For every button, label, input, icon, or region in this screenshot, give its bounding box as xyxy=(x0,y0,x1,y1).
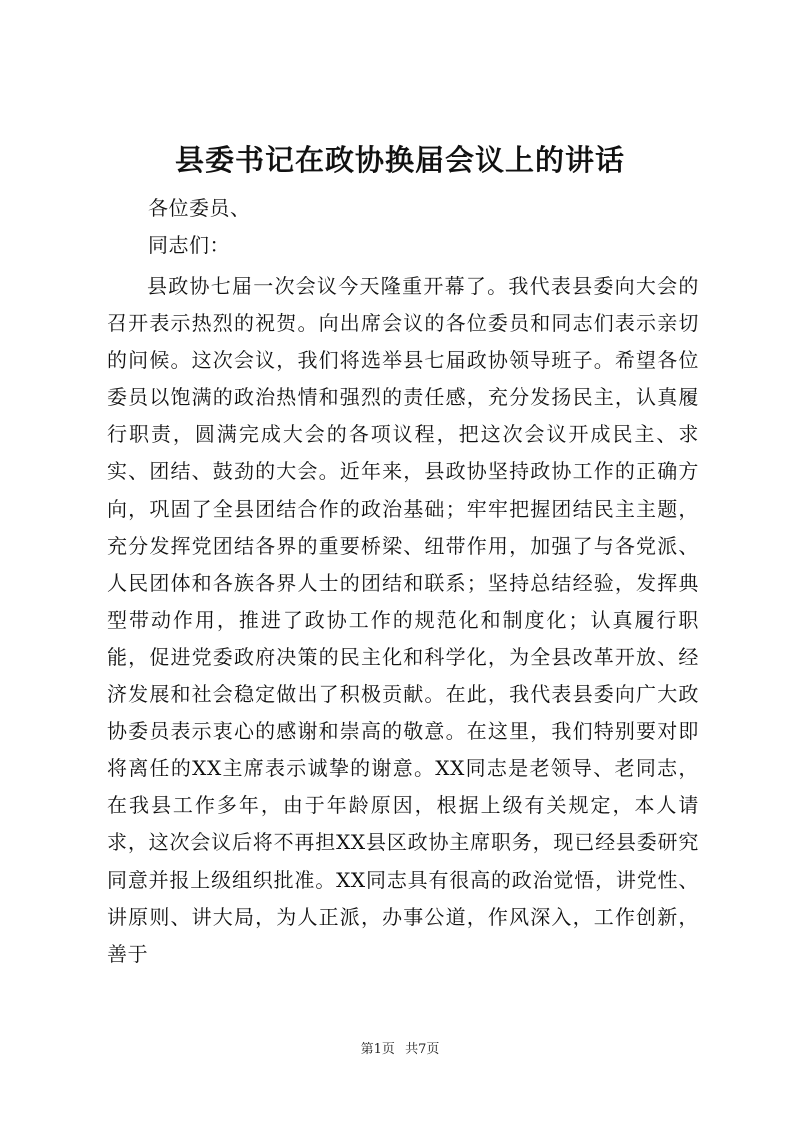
page-number: 第1页 xyxy=(360,1042,395,1057)
speech-body-paragraph: 县政协七届一次会议今天隆重开幕了。我代表县委向大会的召开表示热烈的祝贺。向出席会议的各位委员和同志们表示亲切的问候。这次会议，我们将选举县七届政协领导班子。希望各位委员以饱满的政治热情和强烈的责任感，充分发扬民主，认真履行职责，圆满完成大会的各项议程，把这次会议开成民主、求实、团结、鼓劲的大会。近年来，县政协坚持政协工作的正确方向，巩固了全县团结合作的政治基础；牢牢把握团结民主主题，充分发挥党团结各界的重要桥梁、纽带作用，加强了与各党派、人民团体和各族各界人士的团结和联系；坚持总结经验，发挥典型带动作用，推进了政协工作的规范化和制度化；认真履行职能，促进党委政府决策的民主化和科学化，为全县改革开放、经济发展和社会稳定做出了积极贡献。在此，我代表县委向广大政协委员表示衷心的感谢和崇高的敬意。在这里，我们特别要对即将离任的XX主席表示诚挚的谢意。XX同志是老领导、老同志，在我县工作多年，由于年龄原因，根据上级有关规定，本人请求，这次会议后将不再担XX县区政协主席职务，现已经县委研究同意并报上级组织批准。XX同志具有很高的政治觉悟，讲党性、讲原则、讲大局，为人正派，办事公道，作风深入，工作创新，善于 xyxy=(107,274,699,966)
salutation-comrades: 同志们： xyxy=(148,233,230,257)
page-footer xyxy=(0,1040,800,1060)
page-total: 共7页 xyxy=(405,1042,440,1057)
salutation-committee-members: 各位委员、 xyxy=(148,196,251,220)
document-title: 县委书记在政协换届会议上的讲话 xyxy=(174,143,625,177)
